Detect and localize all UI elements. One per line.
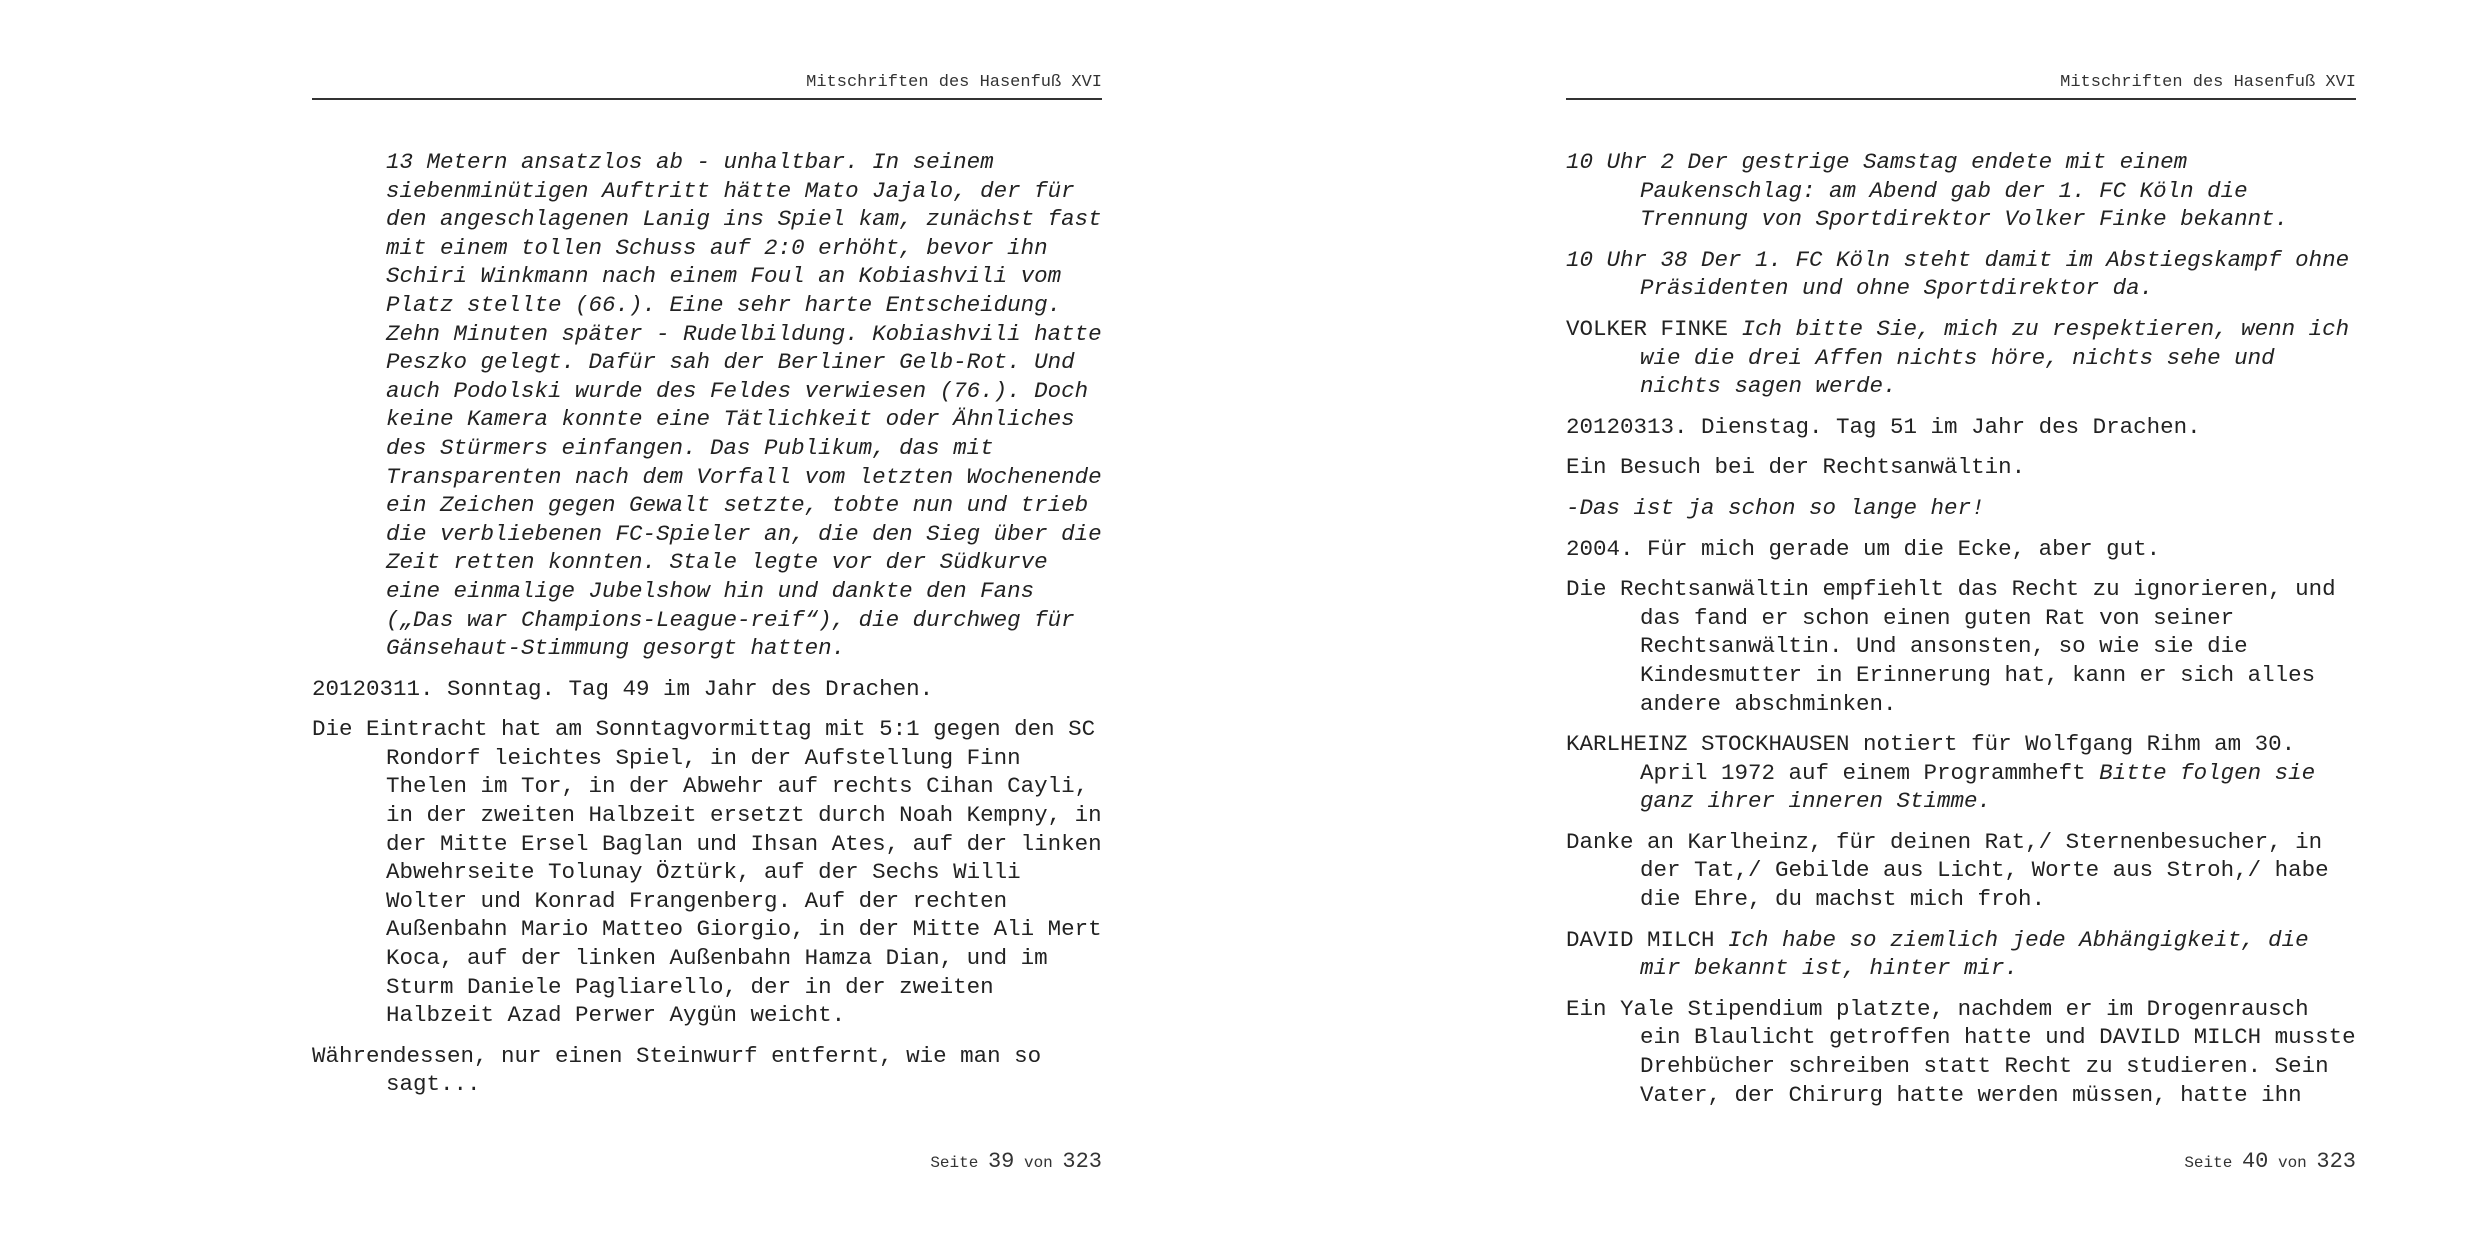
paragraph-lead: Danke an Karlheinz, für deinen Rat,/ Sternenbesucher, in der Tat,/ Gebilde aus Licht, Worte aus Stroh,/ habe die Ehre, du machst mich froh. — [1566, 828, 2329, 913]
paragraph-lead: 20120313. Dienstag. Tag 51 im Jahr des Drachen. — [1566, 413, 2201, 440]
total-pages: 323 — [1062, 1149, 1102, 1174]
running-header: Mitschriften des Hasenfuß XVI — [312, 72, 1102, 100]
paragraph-italic: 10 Uhr 38 Der 1. FC Köln steht damit im Abstiegskampf ohne Präsidenten und ohne Sportdirektor da. — [1566, 246, 2350, 302]
paragraph — [312, 675, 1102, 704]
paragraph-italic: 10 Uhr 2 Der gestrige Samstag endete mit einem Paukenschlag: am Abend gab der 1. FC Köln die Trennung von Sportdirektor Volker Finke bekannt. — [1566, 149, 2289, 233]
paragraph — [1566, 315, 2356, 401]
paragraph — [1566, 494, 2356, 523]
page-number: 39 — [987, 1149, 1015, 1174]
paragraph — [1566, 453, 2356, 482]
paragraph — [1566, 148, 2356, 234]
paragraph-lead: Die Rechtsanwältin empfiehlt das Recht zu ignorieren, und das fand er schon einen guten Rat von seiner Rechtsanwältin. Und ansonsten, so wie sie die Kindesmutter in Erinnerung hat, kann er sich alles andere abschminken. — [1566, 576, 2336, 717]
page-body — [1566, 148, 2356, 1121]
paragraph-lead: 2004. Für mich gerade um die Ecke, aber gut. — [1566, 535, 2161, 562]
page-number: 40 — [2241, 1149, 2269, 1174]
paragraph — [312, 1042, 1102, 1099]
footer-of: von — [2277, 1154, 2307, 1172]
total-pages: 323 — [2316, 1149, 2356, 1174]
footer-label: Seite — [930, 1154, 979, 1172]
paragraph-lead: Währendessen, nur einen Steinwurf entfernt, wie man so sagt... — [312, 1042, 1042, 1098]
page-footer — [930, 1148, 1102, 1177]
paragraph-lead: KARLHEINZ STOCKHAUSEN notiert für Wolfgang Rihm am 30. April 1972 auf einem Programmheft — [1566, 731, 2296, 786]
paragraph — [1566, 413, 2356, 442]
footer-label: Seite — [2184, 1154, 2233, 1172]
paragraph — [1566, 575, 2356, 718]
paragraph — [1566, 246, 2356, 303]
paragraph-lead: VOLKER FINKE — [1566, 315, 1742, 342]
paragraph — [1566, 995, 2356, 1109]
paragraph-italic: Ich bitte Sie, mich zu respektieren, wenn ich wie die drei Affen nichts höre, nichts sehe und nichts sagen werde. — [1640, 315, 2350, 400]
paragraph-italic: Bitte folgen sie ganz ihrer inneren Stimme. — [1640, 759, 2316, 815]
footer-of: von — [1023, 1154, 1053, 1172]
paragraph-lead: DAVID MILCH — [1566, 926, 1729, 953]
paragraph — [1566, 535, 2356, 564]
page-body — [312, 148, 1102, 1111]
paragraph-italic: -Das ist ja schon so lange her! — [1566, 494, 1985, 521]
page-footer — [2184, 1148, 2356, 1177]
paragraph — [312, 715, 1102, 1030]
paragraph-lead: Ein Besuch bei der Rechtsanwältin. — [1566, 454, 2026, 481]
paragraph-italic: 13 Metern ansatzlos ab - unhaltbar. In seinem siebenminütigen Auftritt hätte Mato Jajalo, der für den angeschlagenen Lanig ins Spiel kam, zunächst fast mit einem tollen Schuss auf 2:0 erhöht, bevor ihn Schiri Winkmann nach einem Foul an Kobiashvili vom Platz stellte (66.). Eine sehr harte Entscheidung. Zehn Minuten später - Rudelbildung. Kobiashvili hatte Peszko gelegt. Dafür sah der Berliner Gelb-Rot. Und auch Podolski wurde des Feldes verwiesen (76.). Doch keine Kamera konnte eine Tätlichkeit oder Ähnliches des Stürmers einfangen. Das Publikum, das mit Transparenten nach dem Vorfall vom letzten Wochenende ein Zeichen gegen Gewalt setzte, tobte nun und trieb die verbliebenen FC-Spieler an, die den Sieg über die Zeit retten konnten. Stale legte vor der Südkurve eine einmalige Jubelshow hin und dankte den Fans („Das war Champions-League-reif“), die durchweg für Gänsehaut-Stimmung gesorgt hatten. — [386, 149, 1102, 662]
paragraph — [312, 148, 1102, 663]
running-header: Mitschriften des Hasenfuß XVI — [1566, 72, 2356, 100]
paragraph-italic: Ich habe so ziemlich jede Abhängigkeit, die mir bekannt ist, hinter mir. — [1640, 926, 2309, 982]
paragraph — [1566, 828, 2356, 914]
paragraph — [1566, 730, 2356, 816]
paragraph-lead: 20120311. Sonntag. Tag 49 im Jahr des Drachen. — [312, 675, 934, 702]
paragraph-lead: Ein Yale Stipendium platzte, nachdem er im Drogenrausch ein Blaulicht getroffen hatte und DAVILD MILCH musste Drehbücher schreiben statt Recht zu studieren. Sein Vater, der Chirurg hatte werden müssen, hatte ihn — [1566, 995, 2356, 1108]
paragraph — [1566, 926, 2356, 983]
left-page — [312, 0, 1102, 1240]
right-page — [1566, 0, 2356, 1240]
paragraph-lead: Die Eintracht hat am Sonntagvormittag mit 5:1 gegen den SC Rondorf leichtes Spiel, in der Aufstellung Finn Thelen im Tor, in der Abwehr auf rechts Cihan Cayli, in der zweiten Halbzeit ersetzt durch Noah Kempny, in der Mitte Ersel Baglan und Ihsan Ates, auf der linken Abwehrseite Tolunay Öztürk, auf der Sechs Willi Wolter und Konrad Frangenberg. Auf der rechten Außenbahn Mario Matteo Giorgio, in der Mitte Ali Mert Koca, auf der linken Außenbahn Hamza Dian, und im Sturm Daniele Pagliarello, der in der zweiten Halbzeit Azad Perwer Aygün weicht. — [312, 716, 1102, 1029]
